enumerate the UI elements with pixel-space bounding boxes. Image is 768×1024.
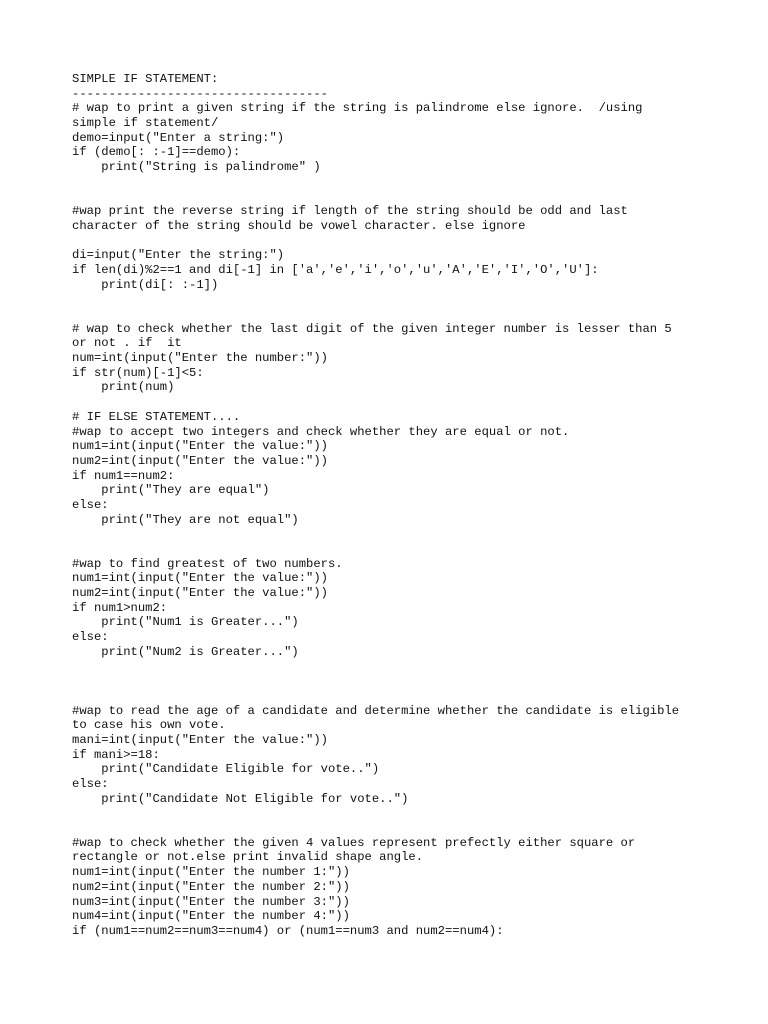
code-line bbox=[72, 821, 732, 836]
code-line bbox=[72, 806, 732, 821]
code-line: if mani>=18: bbox=[72, 747, 160, 762]
code-line: print("They are not equal") bbox=[72, 512, 299, 527]
code-line: ----------------------------------- bbox=[72, 86, 328, 101]
code-line bbox=[72, 527, 732, 542]
code-line: # IF ELSE STATEMENT.... bbox=[72, 409, 241, 424]
code-line: print("Candidate Eligible for vote..") bbox=[72, 762, 380, 777]
code-line bbox=[72, 234, 732, 249]
code-line: print("Num1 is Greater...") bbox=[72, 615, 299, 630]
code-line: else: bbox=[72, 497, 109, 512]
code-line: #wap print the reverse string if length of the string should be odd and last bbox=[72, 204, 628, 219]
code-line: #wap to find greatest of two numbers. bbox=[72, 556, 343, 571]
code-line bbox=[72, 307, 732, 322]
code-line: to case his own vote. bbox=[72, 718, 226, 733]
code-line bbox=[72, 674, 732, 689]
code-line bbox=[72, 292, 732, 307]
code-line: if str(num)[-1]<5: bbox=[72, 365, 204, 380]
code-line: print(num) bbox=[72, 380, 175, 395]
code-line: mani=int(input("Enter the value:")) bbox=[72, 732, 328, 747]
code-line: num2=int(input("Enter the value:")) bbox=[72, 586, 328, 601]
code-line: if num1==num2: bbox=[72, 468, 175, 483]
code-line: if len(di)%2==1 and di[-1] in ['a','e','i','o','u','A','E','I','O','U']: bbox=[72, 262, 599, 277]
code-listing bbox=[72, 72, 732, 939]
code-line bbox=[72, 542, 732, 557]
code-line: print("They are equal") bbox=[72, 483, 270, 498]
code-line: if num1>num2: bbox=[72, 600, 168, 615]
code-line: di=input("Enter the string:") bbox=[72, 248, 285, 263]
code-line: num1=int(input("Enter the value:")) bbox=[72, 571, 328, 586]
code-line: num2=int(input("Enter the number 2:")) bbox=[72, 879, 350, 894]
code-line: num4=int(input("Enter the number 4:")) bbox=[72, 909, 350, 924]
code-line: else: bbox=[72, 630, 109, 645]
code-line bbox=[72, 689, 732, 704]
code-line bbox=[72, 395, 732, 410]
code-line bbox=[72, 175, 732, 190]
code-line: simple if statement/ bbox=[72, 116, 219, 131]
code-line: demo=input("Enter a string:") bbox=[72, 130, 285, 145]
code-line: character of the string should be vowel character. else ignore bbox=[72, 218, 526, 233]
code-line: print("Num2 is Greater...") bbox=[72, 644, 299, 659]
code-line: print("Candidate Not Eligible for vote..") bbox=[72, 791, 409, 806]
code-line: or not . if it bbox=[72, 336, 182, 351]
code-line: num1=int(input("Enter the value:")) bbox=[72, 439, 328, 454]
code-line: print(di[: :-1]) bbox=[72, 277, 219, 292]
code-line: else: bbox=[72, 777, 109, 791]
code-line: # wap to check whether the last digit of the given integer number is lesser than 5 bbox=[72, 321, 672, 336]
code-line bbox=[72, 190, 732, 205]
code-line: #wap to accept two integers and check whether they are equal or not. bbox=[72, 424, 570, 439]
code-line: print("String is palindrome" ) bbox=[72, 160, 321, 175]
code-line: if (num1==num2==num3==num4) or (num1==num3 and num2==num4): bbox=[72, 923, 504, 938]
code-line: if (demo[: :-1]==demo): bbox=[72, 145, 241, 160]
code-line bbox=[72, 660, 732, 675]
code-line: #wap to check whether the given 4 values represent prefectly either square or bbox=[72, 835, 636, 850]
code-line: num1=int(input("Enter the number 1:")) bbox=[72, 865, 350, 880]
code-line: # wap to print a given string if the string is palindrome else ignore. /using bbox=[72, 101, 643, 116]
code-line: #wap to read the age of a candidate and determine whether the candidate is eligible bbox=[72, 703, 680, 718]
code-line: SIMPLE IF STATEMENT: bbox=[72, 72, 219, 86]
code-line: num3=int(input("Enter the number 3:")) bbox=[72, 894, 350, 909]
code-line: rectangle or not.else print invalid shape angle. bbox=[72, 850, 424, 865]
document-page bbox=[72, 72, 732, 939]
code-line: num=int(input("Enter the number:")) bbox=[72, 351, 328, 366]
code-line: num2=int(input("Enter the value:")) bbox=[72, 453, 328, 468]
